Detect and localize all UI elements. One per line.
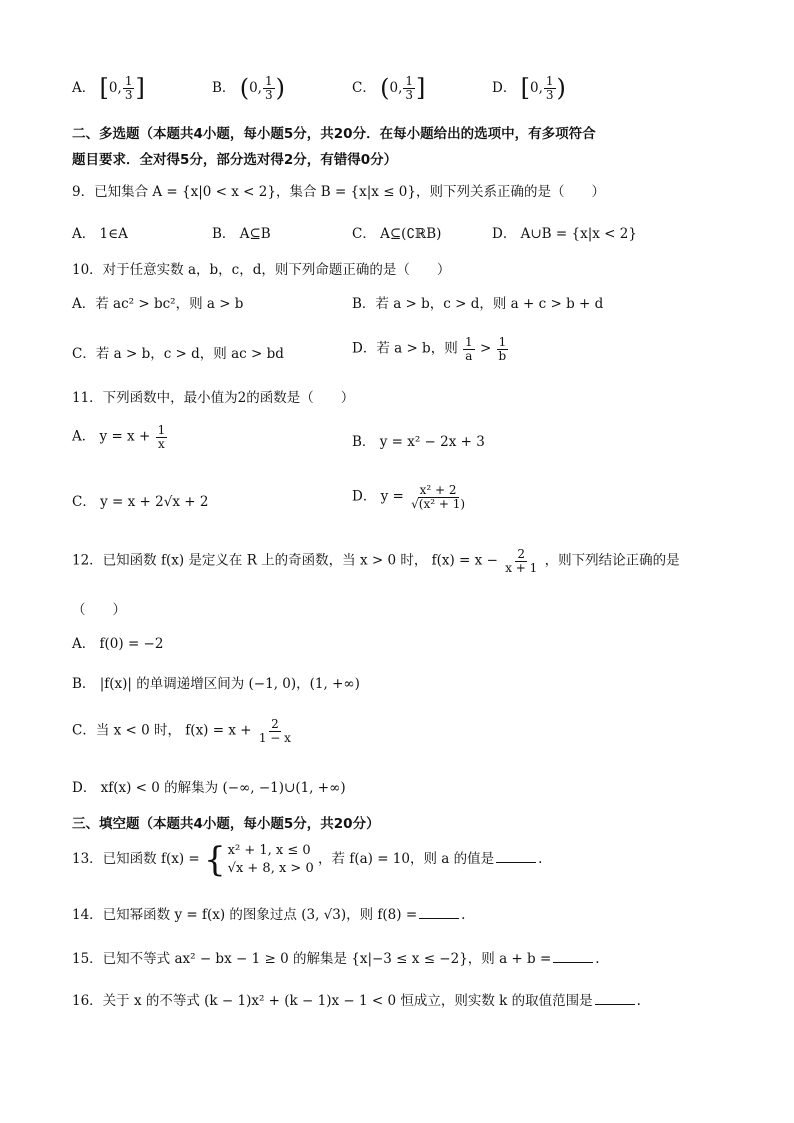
section2-heading-line1: 二、多选题（本题共4小题，每小题5分，共20分．在每小题给出的选项中，有多项符合	[72, 126, 596, 142]
q11-option-b: B． y = x² − 2x + 3	[352, 434, 485, 450]
q11-option-d: D． y = $\frac{\text{x² + 2}}{\text{√(x² + 1)}}$	[352, 483, 466, 511]
q9-option-c: C． A⊆(∁ℝB)	[352, 226, 442, 242]
q12-option-a: A． f(0) = −2	[72, 636, 164, 652]
q12-option-d: D． xf(x) < 0 的解集为 (−∞, −1)∪(1, +∞)	[72, 780, 346, 796]
q12-option-c: C．当 x < 0 时， f(x) = x + $\frac{2}{1 - x}$	[72, 717, 291, 745]
section3-heading: 三、填空题（本题共4小题，每小题5分，共20分）	[72, 816, 380, 832]
q10-option-d: D．若 a > b，则 $\frac{1}{a}$ > $\frac{1}{b}$	[352, 335, 507, 363]
q15: 15．已知不等式 ax² − bx − 1 ≥ 0 的解集是 {x|−3 ≤ x ≤ −2}，则 a + b = .	[72, 951, 600, 967]
q12-stem: 12．已知函数 f(x) 是定义在 R 上的奇函数，当 x > 0 时， f(x) = x − $\frac{2}{x + 1}$ ，则下列结论正确的是	[72, 547, 680, 575]
q14: 14．已知幂函数 y = f(x) 的图象过点 (3, √3)，则 f(8) = .	[72, 907, 466, 923]
section2-heading-line2: 题目要求．全对得5分，部分选对得2分，有错得0分）	[72, 152, 398, 168]
q11-option-a: A． y = x + $\frac{1}{x}$	[72, 423, 166, 451]
q8-option-a: A． [0, $\frac{1}{3}$ ]	[72, 74, 145, 102]
q9-option-a: A． 1∈A	[72, 226, 128, 242]
q9-stem: 9．已知集合 A = {x|0 < x < 2}，集合 B = {x|x ≤ 0}，则下列关系正确的是（ ）	[72, 184, 605, 200]
q10-option-a: A．若 ac² > bc²，则 a > b	[72, 296, 244, 312]
q8-option-b: B． (0, $\frac{1}{3}$ )	[212, 74, 285, 102]
q9-option-d: D． A∪B = {x|x < 2}	[492, 226, 637, 242]
q15-answer-blank[interactable]	[553, 950, 593, 963]
q11-stem: 11．下列函数中，最小值为2的函数是（ ）	[72, 390, 355, 406]
q9-option-b: B． A⊆B	[212, 226, 271, 242]
q8-option-d: D． [0, $\frac{1}{3}$ )	[492, 74, 566, 102]
q8-option-c: C． (0, $\frac{1}{3}$ ]	[352, 74, 426, 102]
q10-option-b: B．若 a > b，c > d，则 a + c > b + d	[352, 296, 604, 312]
q12-option-b: B． |f(x)| 的单调递增区间为 (−1, 0)，(1, +∞)	[72, 676, 360, 692]
q13: 13．已知函数 f(x) = { x² + 1, x ≤ 0 √x + 8, x > 0 ，若 f(a) = 10，则 a 的值是 .	[72, 839, 543, 880]
q11-option-c: C． y = x + 2√x + 2	[72, 494, 209, 510]
q10-stem: 10．对于任意实数 a，b，c，d，则下列命题正确的是（ ）	[72, 262, 451, 278]
q10-option-c: C．若 a > b，c > d，则 ac > bd	[72, 346, 284, 362]
q13-answer-blank[interactable]	[496, 850, 536, 863]
q14-answer-blank[interactable]	[419, 906, 459, 919]
q16: 16．关于 x 的不等式 (k − 1)x² + (k − 1)x − 1 < 0 恒成立，则实数 k 的取值范围是 .	[72, 993, 641, 1009]
q12-answer-paren: （ ）	[72, 602, 126, 618]
q16-answer-blank[interactable]	[595, 992, 635, 1005]
piecewise-function: { x² + 1, x ≤ 0 √x + 8, x > 0	[204, 839, 314, 880]
